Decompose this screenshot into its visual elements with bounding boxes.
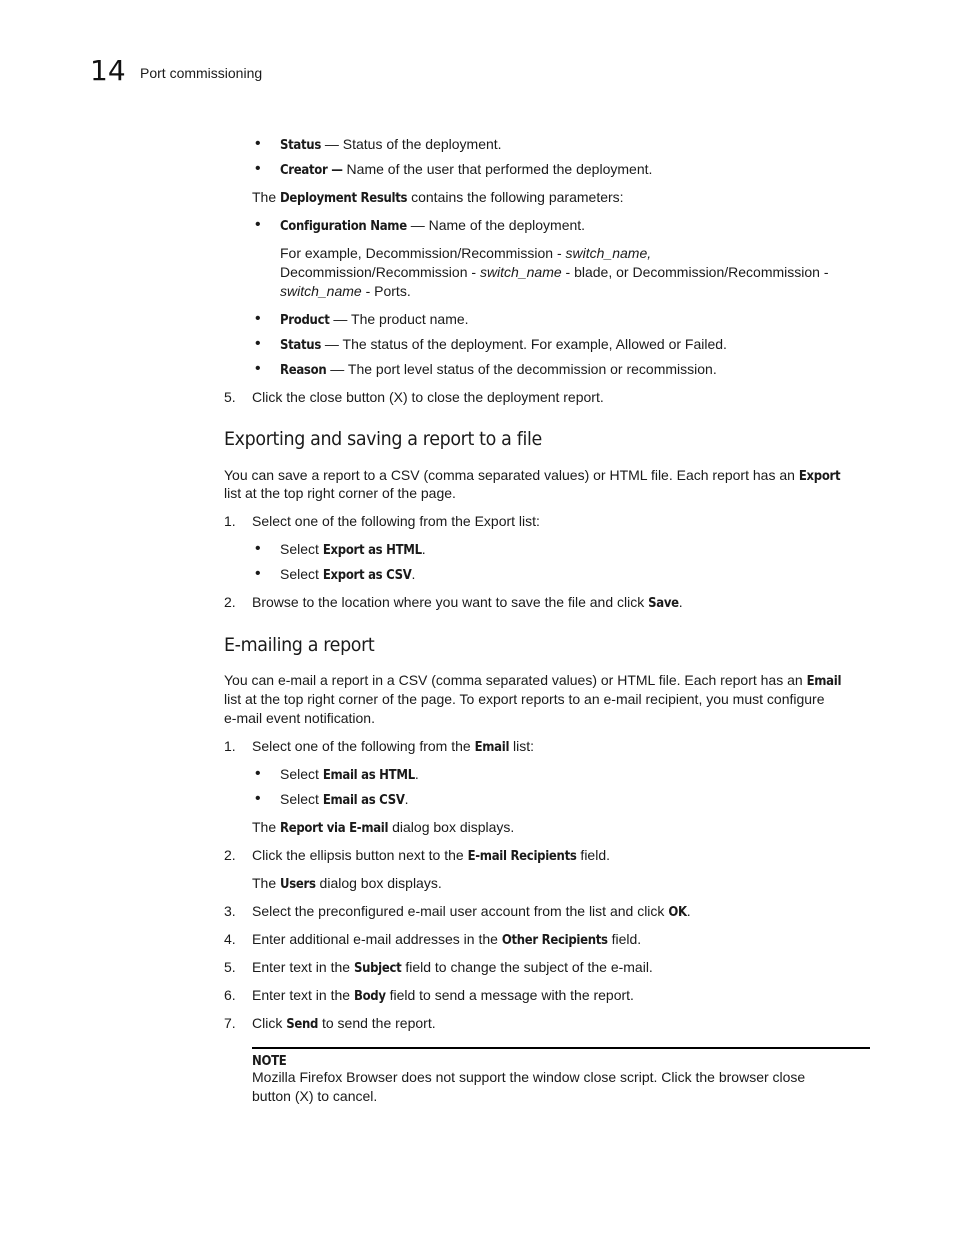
step-text: Select the preconfigured e-mail user account from the list and click OK. (252, 903, 691, 920)
bullet-icon: • (255, 216, 261, 233)
result-text: The Users dialog box displays. (252, 875, 442, 892)
example-line: For example, Decommission/Recommission - switch_name, (280, 245, 652, 261)
step-text: Enter text in the Subject field to change the subject of the e-mail. (252, 959, 653, 976)
step-number: 7. (224, 1015, 236, 1031)
bullet-icon: • (255, 765, 261, 782)
step-text: Enter text in the Body field to send a message with the report. (252, 987, 634, 1004)
note-text: button (X) to cancel. (252, 1088, 378, 1104)
example-line: Decommission/Recommission - switch_name - blade, or Decommission/Recommission - (280, 264, 829, 280)
paragraph: You can save a report to a CSV (comma separated values) or HTML file. Each report has an Export (224, 467, 841, 484)
bullet-icon: • (255, 335, 261, 352)
step-text: Select one of the following from the Email list: (252, 738, 535, 755)
step-number: 4. (224, 931, 236, 947)
list-item: Reason — The port level status of the decommission or recommission. (280, 361, 717, 378)
chapter-title: Port commissioning (140, 65, 263, 81)
step-number: 5. (224, 959, 236, 975)
bullet-icon: • (255, 310, 261, 327)
step-text: Click the close button (X) to close the deployment report. (252, 389, 604, 405)
paragraph: e-mail event notification. (224, 710, 375, 726)
result-text: The Report via E-mail dialog box displays. (252, 819, 515, 836)
note-divider (252, 1047, 870, 1049)
bullet-icon: • (255, 565, 261, 582)
list-item: Configuration Name — Name of the deployment. (280, 217, 586, 234)
example-line: switch_name - Ports. (280, 283, 411, 299)
step-text: Browse to the location where you want to save the file and click Save. (252, 594, 683, 611)
list-item: Status — Status of the deployment. (280, 136, 502, 153)
list-item: Status — The status of the deployment. For example, Allowed or Failed. (280, 336, 727, 353)
step-text: Select one of the following from the Export list: (252, 513, 540, 529)
bullet-icon: • (255, 160, 261, 177)
section-heading-email: E-mailing a report (224, 634, 375, 656)
note-text: Mozilla Firefox Browser does not support the window close script. Click the browser close (252, 1069, 806, 1085)
step-number: 1. (224, 513, 236, 529)
section-heading-export: Exporting and saving a report to a file (224, 428, 542, 450)
paragraph: You can e-mail a report in a CSV (comma separated values) or HTML file. Each report has an Email (224, 672, 842, 689)
step-number: 5. (224, 389, 236, 405)
list-item: Product — The product name. (280, 311, 469, 328)
bullet-icon: • (255, 790, 261, 807)
step-number: 6. (224, 987, 236, 1003)
bullet-icon: • (255, 360, 261, 377)
deployment-results-intro: The Deployment Results contains the following parameters: (252, 189, 624, 206)
step-text: Click the ellipsis button next to the E-mail Recipients field. (252, 847, 611, 864)
paragraph: list at the top right corner of the page. To export reports to an e-mail recipient, you must configure (224, 691, 825, 707)
note-label: NOTE (252, 1054, 287, 1069)
step-text: Click Send to send the report. (252, 1015, 436, 1032)
step-text: Enter additional e-mail addresses in the Other Recipients field. (252, 931, 642, 948)
step-number: 2. (224, 847, 236, 863)
list-item: Select Export as HTML. (280, 541, 426, 558)
step-number: 1. (224, 738, 236, 754)
bullet-icon: • (255, 135, 261, 152)
bullet-icon: • (255, 540, 261, 557)
list-item: Creator — Name of the user that performed the deployment. (280, 161, 653, 178)
list-item: Select Email as CSV. (280, 791, 409, 808)
list-item: Select Email as HTML. (280, 766, 419, 783)
step-number: 3. (224, 903, 236, 919)
list-item: Select Export as CSV. (280, 566, 416, 583)
paragraph: list at the top right corner of the page. (224, 485, 456, 501)
step-number: 2. (224, 594, 236, 610)
chapter-number: 14 (90, 54, 126, 87)
